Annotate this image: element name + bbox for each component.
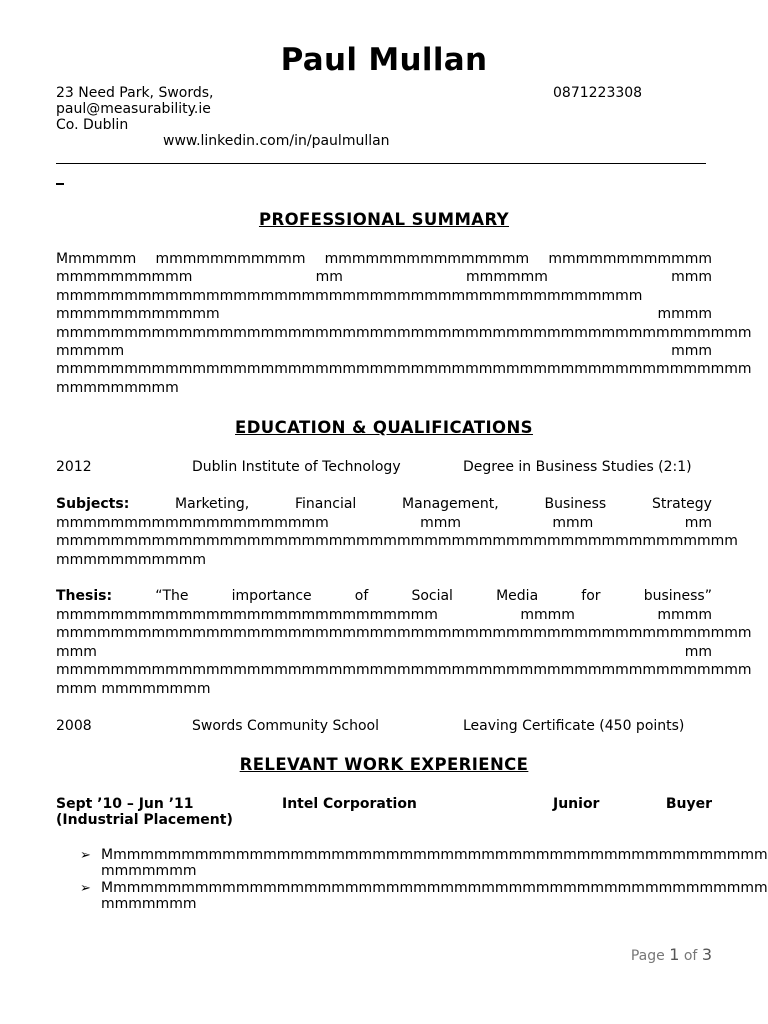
thesis-line — [56, 644, 712, 661]
job-bullet-text: Mmmmmmmmmmmmmmmmmmmmmmmmmmmmmmmmmmmmmmmmmmmmmmmmm — [101, 880, 768, 896]
thesis-word: mm — [684, 643, 712, 660]
summary-line — [56, 343, 712, 360]
thesis-word: mmmm — [520, 607, 575, 623]
job-bullet-text: Mmmmmmmmmmmmmmmmmmmmmmmmmmmmmmmmmmmmmmmmmmmmmmmmm — [101, 847, 768, 863]
education-heading: EDUCATION & QUALIFICATIONS — [235, 418, 533, 437]
subjects-word: mmmmmmmmmmm — [56, 551, 207, 568]
thesis-word: mmm mmmmmmmm — [56, 680, 211, 697]
summary-word: mmmmmmmmmm — [56, 269, 193, 286]
stray-dash-mark — [56, 183, 64, 185]
thesis-line — [56, 588, 712, 605]
arrow-bullet-icon: ➢ — [80, 881, 91, 896]
summary-word: mmmmmmmmm — [56, 379, 179, 396]
summary-word: mmmmmmmmmmmm — [56, 306, 220, 323]
thesis-word: mmmmmmmmmmmmmmmmmmmmmmmmmmmmmmmmmmmmmmmmmmmmmmmmmmm — [56, 625, 752, 642]
thesis-word: Media — [496, 588, 539, 604]
subject-word: Marketing, — [175, 496, 250, 512]
thesis-word: mmmmmmmmmmmmmmmmmmmmmmmmmmmm — [56, 607, 438, 623]
job-note: (Industrial Placement) — [56, 812, 233, 828]
subjects-word: mmm — [552, 515, 594, 531]
subjects-word: mmmmmmmmmmmmmmmmmmmm — [56, 515, 329, 531]
summary-word: mmmmmm — [466, 269, 548, 286]
thesis-label: Thesis: — [56, 588, 113, 604]
phone-number: 0871223308 — [553, 85, 643, 101]
subjects-line — [56, 533, 738, 550]
thesis-word: mmm — [56, 643, 97, 660]
thesis-line — [56, 625, 752, 642]
summary-word: Mmmmmm — [56, 251, 137, 267]
summary-word: mmm — [671, 269, 712, 286]
thesis-word: “The — [155, 588, 189, 604]
subjects-line — [56, 496, 712, 513]
education-year: 2008 — [56, 718, 92, 734]
job-company: Intel Corporation — [282, 796, 417, 812]
subjects-word: mmm — [420, 515, 462, 531]
summary-word: mmmmmmmmmmmmmmmmmmmmmmmmmmmmmmmmmmmmmmmmmmmmmmmmmmm — [56, 361, 752, 378]
summary-word: mm — [315, 269, 343, 286]
job-title-word: Buyer — [665, 796, 712, 812]
email-address: paul@measurability.ie — [56, 101, 211, 117]
thesis-line — [56, 607, 712, 624]
thesis-line — [56, 681, 712, 698]
thesis-word: importance — [231, 588, 312, 604]
thesis-word: mmmm — [657, 607, 712, 623]
subjects-line — [56, 552, 712, 569]
candidate-name: Paul Mullan — [280, 42, 488, 78]
linkedin-url: www.linkedin.com/in/paulmullan — [163, 133, 390, 149]
work-heading: RELEVANT WORK EXPERIENCE — [239, 755, 529, 774]
summary-word: mmmmmmmmmmmmmmmmmmmmmmmmmmmmmmmmmmmmmmmmmmm — [56, 287, 643, 304]
education-qualification: Degree in Business Studies (2:1) — [463, 459, 692, 475]
subjects-label: Subjects: — [56, 496, 130, 512]
subjects-word: mmmmmmmmmmmmmmmmmmmmmmmmmmmmmmmmmmmmmmmmmmmmmmmmmm — [56, 533, 738, 550]
subject-word: Management, — [402, 496, 499, 512]
summary-word: mmm — [671, 343, 712, 359]
page-label: Page — [630, 948, 665, 964]
current-page: 1 — [669, 945, 680, 964]
page-indicator — [631, 945, 712, 964]
subjects-line — [56, 515, 712, 532]
job-title-word: Junior — [553, 796, 600, 812]
thesis-word: for — [581, 588, 601, 604]
summary-line — [56, 269, 712, 286]
page-of-label: of — [683, 948, 698, 964]
summary-line — [56, 251, 712, 268]
summary-line — [56, 361, 752, 378]
summary-line — [56, 288, 712, 305]
summary-word: mmmmmmmmmmm — [155, 251, 306, 267]
summary-line — [56, 324, 752, 342]
job-bullet-text: mmmmmmm — [101, 863, 197, 879]
subject-word: Business — [544, 496, 607, 512]
education-institution: Swords Community School — [192, 718, 379, 734]
address-line-2: Co. Dublin — [56, 117, 129, 133]
education-institution: Dublin Institute of Technology — [192, 459, 401, 475]
total-pages: 3 — [701, 945, 712, 964]
summary-line — [56, 306, 712, 323]
summary-word: mmmmmmmmmmmmmmm — [324, 251, 530, 267]
job-dates: Sept ’10 – Jun ’11 — [56, 796, 194, 812]
summary-line — [56, 380, 712, 397]
arrow-bullet-icon: ➢ — [80, 848, 91, 863]
thesis-word: mmmmmmmmmmmmmmmmmmmmmmmmmmmmmmmmmmmmmmmmmmmmmmmmmmm — [56, 662, 752, 679]
summary-word: mmmmmmmmmmmmmmmmmmmmmmmmmmmmmmmmmmmmmmmmmmmmmmmmmmm — [56, 324, 752, 341]
thesis-word: Social — [411, 588, 453, 604]
thesis-word: business” — [643, 588, 712, 604]
education-year: 2012 — [56, 459, 92, 475]
summary-word: mmmm — [657, 306, 712, 323]
thesis-line — [56, 662, 752, 679]
summary-word: mmmmmmmmmmmm — [548, 251, 712, 267]
subjects-word: mm — [684, 515, 712, 531]
address-line-1: 23 Need Park, Swords, — [56, 85, 214, 101]
header-divider — [56, 163, 706, 164]
summary-word: mmmmm — [56, 343, 125, 359]
subject-word: Strategy — [651, 496, 712, 512]
subject-word: Financial — [295, 496, 357, 512]
job-bullet-text: mmmmmmm — [101, 896, 197, 912]
summary-heading: PROFESSIONAL SUMMARY — [258, 210, 510, 229]
thesis-word: of — [354, 588, 369, 604]
education-qualification: Leaving Certificate (450 points) — [463, 718, 685, 734]
